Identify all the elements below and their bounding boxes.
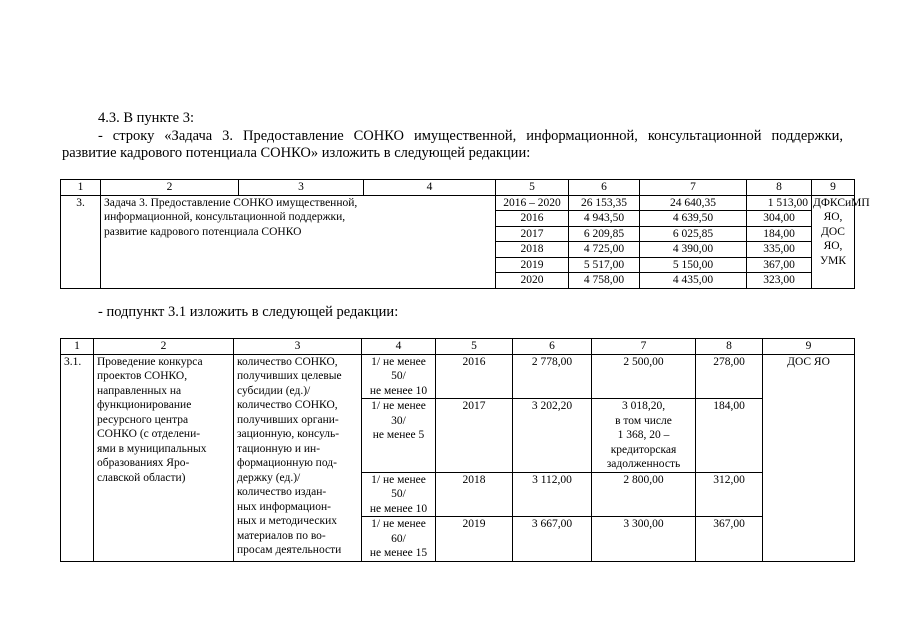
budget-cell: 4 435,00 [640,273,747,289]
executor-line: УМК [819,254,847,267]
year-cell: 2016 [436,354,513,399]
col-header: 6 [569,180,640,196]
table-header-row [61,180,855,196]
year-cell: 2017 [436,399,513,473]
row-number: 3. [61,195,101,288]
indicator-line: ных и методических [237,515,337,527]
budget-line: в том числе [615,414,672,427]
event-line: функционирование [97,399,192,411]
indicator-line: ных информацион- [237,500,331,513]
col-header: 1 [61,339,94,355]
indicator-description [234,354,362,561]
other-cell: 367,00 [747,257,812,273]
indicator-line: просам деятельности [237,544,342,556]
other-cell: 184,00 [696,399,763,473]
event-line: Проведение конкурса [97,355,203,368]
indicator-line: формационную под- [237,457,337,469]
other-cell: 312,00 [696,472,763,517]
period-cell: 2019 [496,257,569,273]
budget-line: задолженность [606,458,681,470]
year-cell: 2018 [436,472,513,517]
target-line: 50/ [391,370,406,382]
col-header: 4 [364,180,496,196]
subitem-line: - подпункт 3.1 изложить в следующей редакции: [98,304,399,320]
executor-line: ДОС ЯО, [821,225,845,252]
task-line: информационной, консультационной поддержки, [104,211,346,223]
target-line: 60/ [391,532,406,545]
col-header: 9 [763,339,855,355]
target-cell [362,472,436,517]
col-header: 7 [592,339,696,355]
target-cell [362,517,436,562]
table-row [61,195,855,211]
budget-cell: 6 025,85 [640,226,747,242]
period-cell: 2018 [496,242,569,258]
target-line: 30/ [391,414,406,427]
indicator-line: держку (ед.)/ [237,471,301,484]
event-line: ями в муниципальных [97,442,207,455]
event-description [94,354,234,561]
other-cell: 335,00 [747,242,812,258]
event-table [60,338,855,562]
col-header: 3 [239,180,364,196]
indicator-line: количество СОНКО, [237,355,338,368]
period-cell: 2016 – 2020 [496,195,569,211]
target-cell [362,354,436,399]
section-heading: 4.3. В пункте 3: [98,110,194,126]
table-row [61,354,855,399]
total-cell: 26 153,35 [569,195,640,211]
col-header: 2 [101,180,239,196]
year-cell: 2019 [436,517,513,562]
budget-cell: 5 150,00 [640,257,747,273]
budget-line: 1 368, 20 – [617,429,670,441]
total-cell: 3 112,00 [513,472,592,517]
col-header: 5 [496,180,569,196]
event-line: СОНКО (с отделени- [97,428,201,440]
period-cell: 2016 [496,211,569,227]
budget-cell [592,517,696,562]
col-header: 9 [812,180,855,196]
target-line: не менее 10 [369,384,428,397]
other-cell: 278,00 [696,354,763,399]
target-line: 1/ не менее [371,518,426,530]
total-cell: 3 667,00 [513,517,592,562]
indicator-line: материалов по во- [237,529,326,542]
other-cell: 323,00 [747,273,812,289]
total-cell: 4 725,00 [569,242,640,258]
indicator-line: количество СОНКО, [237,399,338,411]
indicator-line: количество издан- [237,486,327,498]
task-line: развитие кадрового потенциала СОНКО [104,225,302,238]
col-header: 7 [640,180,747,196]
col-header: 8 [696,339,763,355]
total-cell: 5 517,00 [569,257,640,273]
task-line: Задача 3. Предоставление СОНКО имущественной, [104,196,358,209]
period-cell: 2020 [496,273,569,289]
budget-line: 3 018,20, [621,400,666,412]
total-cell: 2 778,00 [513,354,592,399]
row-number: 3.1. [61,354,94,561]
event-line: славской области) [97,471,186,484]
indicator-line: субсидии (ед.)/ [237,384,311,397]
col-header: 2 [94,339,234,355]
col-header: 4 [362,339,436,355]
task-table [60,179,870,289]
indicator-line: тационную и ин- [237,442,321,455]
total-cell: 4 758,00 [569,273,640,289]
target-line: 1/ не менее [371,400,426,412]
intro-line-1: - строку «Задача 3. Предоставление СОНКО имущественной, информационной, консультационной поддержки, [98,128,843,144]
task-description [101,195,496,288]
col-header: 5 [436,339,513,355]
target-line: 1/ не менее [371,355,426,368]
event-line: направленных на [97,384,182,397]
budget-cell [592,354,696,399]
target-line: 50/ [391,488,406,500]
executor-line: ДФКСиМП ЯО, [813,196,870,223]
target-cell [362,399,436,473]
budget-line: 2 500,00 [623,355,664,368]
event-line: ресурсного центра [97,413,189,426]
other-cell: 304,00 [747,211,812,227]
target-line: не менее 10 [369,502,428,515]
budget-cell: 24 640,35 [640,195,747,211]
event-line: проектов СОНКО, [97,370,188,382]
col-header: 1 [61,180,101,196]
target-line: не менее 15 [369,547,428,559]
col-header: 8 [747,180,812,196]
other-cell: 1 513,00 [747,195,812,211]
budget-cell: 4 390,00 [640,242,747,258]
budget-cell [592,399,696,473]
budget-line: 3 300,00 [623,518,664,530]
budget-cell: 4 639,50 [640,211,747,227]
event-line: образованиях Яро- [97,457,190,469]
total-cell: 4 943,50 [569,211,640,227]
executor-cell: ДОС ЯО [763,354,855,561]
intro-line-2: развитие кадрового потенциала СОНКО» изложить в следующей редакции: [62,145,531,161]
total-cell: 6 209,85 [569,226,640,242]
period-cell: 2017 [496,226,569,242]
budget-line: 2 800,00 [623,473,664,486]
target-line: 1/ не менее [371,473,426,486]
total-cell: 3 202,20 [513,399,592,473]
executors-cell [812,195,870,288]
budget-cell [592,472,696,517]
indicator-line: получивших целевые [237,370,342,382]
indicator-line: зационную, консуль- [237,428,340,440]
budget-line: кредиторская [610,443,677,456]
target-line: не менее 5 [372,429,425,441]
indicator-line: получивших органи- [237,413,339,426]
other-cell: 367,00 [696,517,763,562]
col-header: 6 [513,339,592,355]
other-cell: 184,00 [747,226,812,242]
col-header: 3 [234,339,362,355]
table-header-row [61,339,855,355]
